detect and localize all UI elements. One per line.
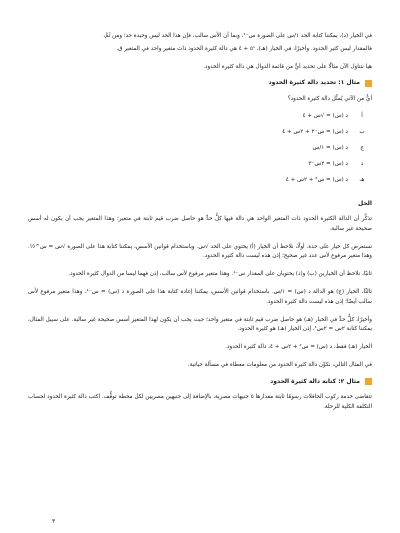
- option-d: [28, 157, 372, 173]
- option-letter: ج: [360, 144, 364, 151]
- option-e: [28, 173, 372, 189]
- paragraph: ثانيًا، نلاحظ أن الخيارين (ب) و(د) يحتويان على المقدار س⁻¹. وهذا متغير مرفوع لأس سالب، إذن فهما ليسا من الدوال كثيرة الحدود.: [68, 271, 372, 278]
- option-a: [28, 109, 372, 125]
- option-expression: د (س) = ١/س: [312, 144, 348, 151]
- paragraph: هيا نتناول الآن مثالًا على تحديد أيٍّ من قائمة الدوال هي دالة كثيرة الحدود.: [203, 63, 372, 70]
- option-letter: هـ: [359, 176, 365, 183]
- option-b: [28, 125, 372, 141]
- paragraph: نستعرض كل خيار على حدة. أولًا، نلاحظ أن الخيار (أ) يحتوي على الحد √س. وباستخدام قوانين الأسس، يمكننا كتابة هذا على الصورة √س = س^½. وهذا متغير مرفوع لأس عدد غير صحيح؛ إذن هذه ليست دالة كثيرة الحدود.: [28, 243, 372, 260]
- paragraph: ثالثًا، الخيار (ج) هو الدالة د (س) = ١/س. باستخدام قوانين الأسس، يمكننا إعادة كتابة هذا على الصورة د (س) = س⁻¹، وهذا متغير مرفوع لأس سالب أيضًا؛ إذن هذه ليست دالة كثيرة الحدود.: [28, 289, 372, 305]
- example-1-question: أيٌّ من الآتي يُمثِّل دالة كثيرة الحدود؟: [287, 95, 372, 102]
- example-2-title: مثال ٢: كتابة دالة كثيرة الحدود: [270, 377, 360, 385]
- document-page: [28, 32, 372, 416]
- orange-square-icon: [365, 378, 372, 385]
- paragraph: في المثال التالي، نكوِّن دالة كثيرة الحدود من معلومات معطاة في مسألة حياتية.: [187, 361, 372, 368]
- option-letter: ب: [359, 128, 365, 135]
- paragraph: فالمقدار ليس كثير الحدود. وأخيرًا، في الخيار (هـ)، ٥ˢ + ٤ هي دالة كثيرة الحدود ذات متغير واحد في المتغير ق.: [116, 45, 372, 52]
- option-expression: د (س) = س² + ٢س + ٤: [285, 176, 348, 183]
- paragraph: في الخيار (د)، يمكننا كتابة الحد ١/س على الصورة س⁻¹، وبما أن الأس سالب، فإن هذا الحد ليس وحيدة حد؛ ومن ثَمَّ،: [103, 33, 372, 39]
- orange-square-icon: [365, 80, 372, 87]
- option-expression: د (س) = س⁻٢ + ٢س + ٤: [282, 128, 348, 135]
- option-letter: أ: [361, 112, 363, 119]
- option-expression: د (س) = √س + ٤: [302, 112, 348, 119]
- answer-line: الخيار (هـ) فقط، د (س) = س² + ٢س + ٤، دالة كثيرة الحدود.: [225, 344, 372, 351]
- paragraph: وأخيرًا، كلُّ حدٍّ في الخيار (هـ) هو حاصل ضرب قيم ثابتة في متغير واحد؛ حيث يجب أن يكون لهذا المتغير أسس صحيحة غير سالبة. على سبيل المثال، يمكننا كتابة ٢س = ٢س¹، إذن الخيار (هـ) هو كثيرة الحدود.: [28, 316, 372, 333]
- paragraph: تذكَّر أن الدالة الكثيرة الحدود ذات المتغير الواحد هي دالة فيها كلُّ حدٍّ هو حاصل ضرب قيم ثابتة في متغير؛ وهذا المتغير يجب أن يكون له أسس صحيحة غير سالبة.: [28, 216, 372, 232]
- options-list: [28, 109, 372, 189]
- option-expression: د (س) = ٢س⁻٣: [308, 160, 348, 167]
- option-letter: د: [360, 160, 364, 167]
- example-2-heading: [28, 377, 372, 388]
- example-1-title: مثال ١: تحديد دالة كثيرة الحدود: [268, 79, 360, 87]
- solution-label: الحل: [358, 199, 372, 207]
- page-number: ٣: [52, 518, 56, 525]
- example-1-heading: [28, 78, 372, 89]
- option-c: [28, 141, 372, 157]
- example-2-text: تتقاضى خدمة ركوب الحافلات رسومًا ثابتة مقدارها ٥ جنيهات مصرية، بالإضافة إلى جنيهين مصريين لكل محطة توقُّف. اكتب دالة كثيرة الحدود لحساب التكلفة الكلية للرحلة.: [28, 394, 372, 410]
